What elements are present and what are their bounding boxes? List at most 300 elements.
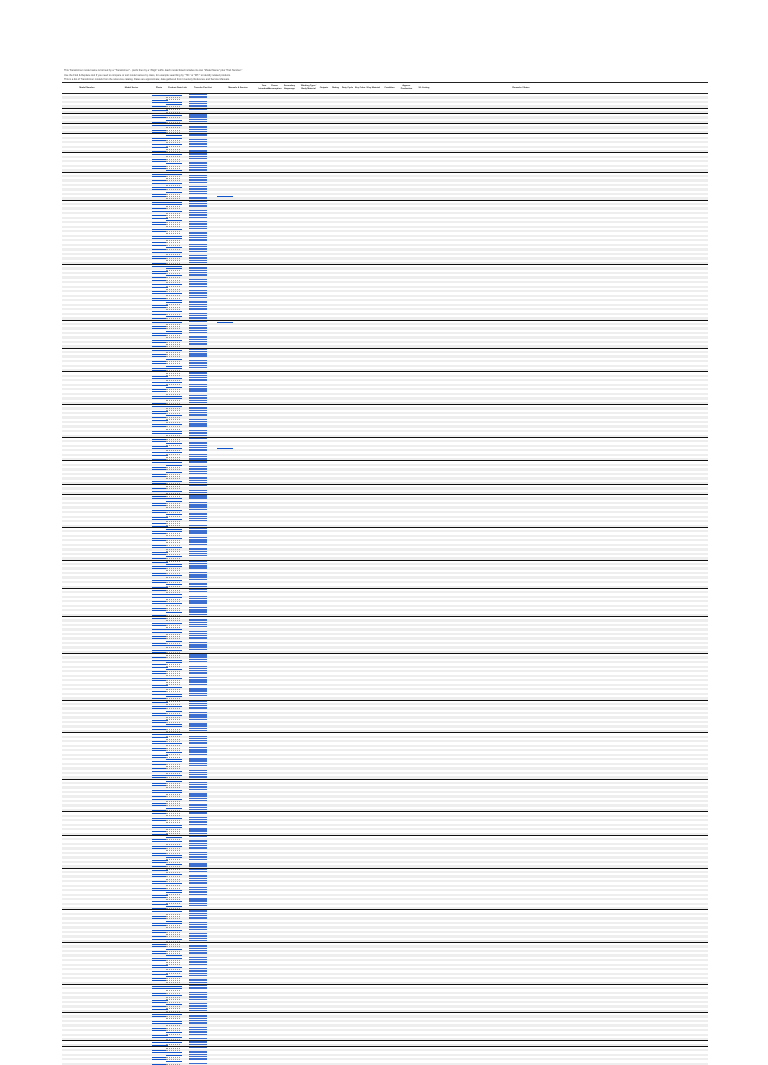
photo-thumbnail[interactable] <box>189 445 207 446</box>
photo-thumbnail[interactable] <box>189 492 207 493</box>
cell-model-series <box>111 525 152 527</box>
photo-thumbnail[interactable] <box>189 544 207 545</box>
photo-thumbnail[interactable] <box>189 235 207 236</box>
photo-thumbnail[interactable] <box>189 477 207 478</box>
cell-ul <box>415 586 433 588</box>
photo-thumbnail[interactable] <box>189 377 207 378</box>
photo-thumbnail[interactable] <box>189 583 207 584</box>
photo-thumbnail[interactable] <box>189 197 207 198</box>
photo-thumbnail[interactable] <box>189 506 207 507</box>
cell-key-color <box>354 262 381 264</box>
photo-thumbnail[interactable] <box>189 201 207 202</box>
cell-model-series <box>111 121 152 123</box>
placeholder-mark <box>166 435 180 437</box>
cell-remarks <box>433 557 609 559</box>
cell-manuals <box>217 482 259 484</box>
photo-thumbnail[interactable] <box>189 637 207 638</box>
photo-thumbnail[interactable] <box>189 384 207 385</box>
photo-thumbnail[interactable] <box>189 114 207 115</box>
photo-thumbnail[interactable] <box>189 395 207 396</box>
photo-thumbnail[interactable] <box>189 367 207 368</box>
photo-thumbnail[interactable] <box>189 255 207 256</box>
col-header-remarks[interactable]: Remarks / Notes <box>512 86 530 89</box>
cell-model-number <box>62 435 111 437</box>
photo-thumbnail[interactable] <box>189 351 207 352</box>
photo-thumbnail[interactable] <box>189 471 207 472</box>
photo-thumbnail[interactable] <box>189 365 207 366</box>
photo-thumbnail[interactable] <box>189 447 207 448</box>
cell-transfer-parts <box>189 586 217 588</box>
photo-thumbnail[interactable] <box>189 248 207 249</box>
cell-year <box>259 557 269 559</box>
photo-thumbnail[interactable] <box>189 473 207 474</box>
photo-thumbnail[interactable] <box>189 143 207 144</box>
photo-thumbnail[interactable] <box>189 121 207 122</box>
photo-thumbnail[interactable] <box>189 502 207 503</box>
photo-thumbnail[interactable] <box>189 438 207 439</box>
photo-thumbnail[interactable] <box>189 372 207 373</box>
placeholder-mark <box>166 369 180 371</box>
cell-winding <box>299 197 318 199</box>
photo-thumbnail[interactable] <box>189 330 207 331</box>
photo-thumbnail[interactable] <box>189 520 207 521</box>
photo-thumbnail[interactable] <box>189 360 207 361</box>
photo-thumbnail[interactable] <box>189 430 207 431</box>
photo-thumbnail[interactable] <box>189 153 207 154</box>
photo-thumbnail[interactable] <box>189 635 207 636</box>
cell-photo <box>152 482 166 484</box>
cell-model-series <box>111 111 152 113</box>
cell-rating <box>330 105 341 107</box>
col-header-transfer-parts[interactable]: Transfer Part List <box>194 86 212 89</box>
photo-thumbnail[interactable] <box>189 270 207 271</box>
photo-thumbnail[interactable] <box>189 214 207 215</box>
photo-thumbnail[interactable] <box>189 193 207 194</box>
photo-thumbnail[interactable] <box>189 461 207 462</box>
col-header-power[interactable]: Power Consumption <box>267 85 282 90</box>
photo-thumbnail[interactable] <box>189 251 207 252</box>
photo-thumbnail[interactable] <box>189 217 207 218</box>
photo-thumbnail[interactable] <box>189 490 207 491</box>
photo-thumbnail[interactable] <box>189 116 207 117</box>
cell-ul <box>415 458 433 460</box>
photo-thumbnail[interactable] <box>189 336 207 337</box>
photo-thumbnail[interactable] <box>189 497 207 498</box>
photo-thumbnail[interactable] <box>189 267 207 268</box>
photo-thumbnail[interactable] <box>189 458 207 459</box>
cell-rating <box>330 345 341 347</box>
photo-thumbnail[interactable] <box>189 375 207 376</box>
cell-power <box>269 131 280 133</box>
photo-thumbnail[interactable] <box>189 589 207 590</box>
cell-model-number <box>62 586 111 588</box>
photo-thumbnail[interactable] <box>189 454 207 455</box>
photo-thumbnail[interactable] <box>189 528 207 529</box>
cell-model-number <box>62 525 111 527</box>
photo-thumbnail[interactable] <box>189 239 207 240</box>
photo-thumbnail[interactable] <box>189 321 207 322</box>
photo-thumbnail[interactable] <box>189 279 207 280</box>
photo-thumbnail[interactable] <box>189 631 207 632</box>
photo-thumbnail[interactable] <box>189 188 207 189</box>
link-mark[interactable] <box>166 169 182 171</box>
cell-manuals <box>217 435 259 437</box>
cell-remarks <box>433 435 609 437</box>
photo-thumbnail[interactable] <box>189 131 207 132</box>
photo-thumbnail[interactable] <box>189 162 207 163</box>
cell-production <box>398 525 415 527</box>
cell-production <box>398 369 415 371</box>
photo-thumbnail[interactable] <box>189 146 207 147</box>
photo-thumbnail[interactable] <box>189 262 207 263</box>
photo-thumbnail[interactable] <box>189 432 207 433</box>
photo-thumbnail[interactable] <box>189 156 207 157</box>
photo-thumbnail[interactable] <box>189 563 207 564</box>
photo-thumbnail[interactable] <box>189 591 207 592</box>
cell-ul <box>415 131 433 133</box>
photo-thumbnail[interactable] <box>189 119 207 120</box>
photo-thumbnail[interactable] <box>189 567 207 568</box>
cell-product-data <box>166 435 189 437</box>
photo-thumbnail[interactable] <box>189 423 207 424</box>
cell-manuals <box>217 345 259 347</box>
cell-winding <box>299 345 318 347</box>
photo-thumbnail[interactable] <box>189 532 207 533</box>
photo-thumbnail[interactable] <box>189 306 207 307</box>
photo-thumbnail[interactable] <box>189 513 207 514</box>
photo-thumbnail[interactable] <box>189 109 207 110</box>
cell-model-number <box>62 169 111 171</box>
col-header-rating[interactable]: Rating <box>332 86 339 89</box>
photo-thumbnail[interactable] <box>189 414 207 415</box>
photo-thumbnail[interactable] <box>189 179 207 180</box>
photo-thumbnail[interactable] <box>189 295 207 296</box>
photo-thumbnail[interactable] <box>189 286 207 287</box>
cell-ul <box>415 150 433 152</box>
cell-product-data <box>166 402 189 404</box>
photo-thumbnail[interactable] <box>189 525 207 526</box>
photo-thumbnail[interactable] <box>189 304 207 305</box>
photo-thumbnail[interactable] <box>189 379 207 380</box>
photo-thumbnail[interactable] <box>189 165 207 166</box>
photo-thumbnail[interactable] <box>189 586 207 587</box>
photo-thumbnail[interactable] <box>189 412 207 413</box>
photo-thumbnail[interactable] <box>189 609 207 610</box>
cell-power <box>269 369 280 371</box>
photo-thumbnail[interactable] <box>189 355 207 356</box>
photo-thumbnail[interactable] <box>189 541 207 542</box>
photo-thumbnail[interactable] <box>189 600 207 601</box>
cell-rating <box>330 458 341 460</box>
cell-photo <box>152 402 166 404</box>
cell-outputs <box>318 262 330 264</box>
cell-condition <box>381 121 398 123</box>
photo-thumbnail[interactable] <box>189 244 207 245</box>
photo-thumbnail[interactable] <box>189 386 207 387</box>
photo-thumbnail[interactable] <box>189 480 207 481</box>
cell-key-color <box>354 525 381 527</box>
cell-remarks <box>433 492 609 494</box>
cell-secondary <box>280 435 299 437</box>
photo-thumbnail[interactable] <box>189 341 207 342</box>
photo-thumbnail[interactable] <box>189 150 207 151</box>
cell-model-series <box>111 369 152 371</box>
cell-model-number <box>62 614 111 616</box>
cell-rating <box>330 525 341 527</box>
photo-thumbnail[interactable] <box>189 482 207 483</box>
cell-winding <box>299 525 318 527</box>
photo-thumbnail[interactable] <box>189 257 207 258</box>
photo-thumbnail[interactable] <box>189 332 207 333</box>
photo-thumbnail[interactable] <box>189 290 207 291</box>
cell-secondary <box>280 614 299 616</box>
photo-thumbnail[interactable] <box>189 397 207 398</box>
photo-thumbnail[interactable] <box>189 442 207 443</box>
photo-thumbnail[interactable] <box>189 407 207 408</box>
cell-winding <box>299 111 318 113</box>
cell-production <box>398 150 415 152</box>
photo-thumbnail[interactable] <box>189 504 207 505</box>
cell-power <box>269 121 280 123</box>
photo-thumbnail[interactable] <box>189 343 207 344</box>
cell-photo <box>152 197 166 199</box>
col-header-photo[interactable]: Photo <box>155 86 163 89</box>
photo-thumbnail[interactable] <box>189 139 207 140</box>
cell-outputs <box>318 586 330 588</box>
photo-thumbnail[interactable] <box>189 129 207 130</box>
cell-year <box>259 614 269 616</box>
photo-thumbnail[interactable] <box>189 598 207 599</box>
photo-thumbnail[interactable] <box>189 565 207 566</box>
photo-thumbnail[interactable] <box>189 327 207 328</box>
placeholder-mark <box>166 525 180 527</box>
photo-thumbnail[interactable] <box>189 182 207 183</box>
photo-thumbnail[interactable] <box>189 362 207 363</box>
cell-remarks <box>433 111 609 113</box>
photo-thumbnail[interactable] <box>189 313 207 314</box>
cell-condition <box>381 131 398 133</box>
photo-thumbnail[interactable] <box>189 468 207 469</box>
col-header-product-data[interactable]: Product Data Link <box>168 86 187 89</box>
photo-thumbnail[interactable] <box>189 539 207 540</box>
photo-thumbnail[interactable] <box>189 175 207 176</box>
photo-thumbnail[interactable] <box>189 308 207 309</box>
cell-ul <box>415 557 433 559</box>
note-line: This Transformer model name is formed by a "Transformer" - prefix then by a "/Digit" suffix. Each model listed includes its own "Model Name" plus "Part Number." <box>64 69 243 72</box>
col-header-secondary[interactable]: Secondary Amperage <box>283 85 296 90</box>
cell-outputs <box>318 435 330 437</box>
cell-product-data <box>166 458 189 460</box>
photo-thumbnail[interactable] <box>189 425 207 426</box>
photo-thumbnail[interactable] <box>189 574 207 575</box>
cell-model-number <box>62 557 111 559</box>
photo-thumbnail[interactable] <box>189 210 207 211</box>
photo-thumbnail[interactable] <box>189 101 207 102</box>
photo-thumbnail[interactable] <box>189 509 207 510</box>
photo-thumbnail[interactable] <box>189 561 207 562</box>
photo-thumbnail[interactable] <box>189 622 207 623</box>
photo-thumbnail[interactable] <box>189 553 207 554</box>
cell-duty <box>341 482 354 484</box>
photo-thumbnail[interactable] <box>189 105 207 106</box>
photo-thumbnail[interactable] <box>189 283 207 284</box>
placeholder-mark <box>166 317 180 319</box>
photo-thumbnail[interactable] <box>189 388 207 389</box>
photo-thumbnail[interactable] <box>189 537 207 538</box>
cell-winding <box>299 614 318 616</box>
cell-secondary <box>280 345 299 347</box>
cell-condition <box>381 458 398 460</box>
cell-production <box>398 111 415 113</box>
photo-thumbnail[interactable] <box>189 410 207 411</box>
col-header-model-number[interactable]: Model Number <box>79 86 95 89</box>
photo-thumbnail[interactable] <box>189 390 207 391</box>
photo-thumbnail[interactable] <box>189 576 207 577</box>
cell-condition <box>381 402 398 404</box>
cell-photo <box>152 345 166 347</box>
photo-thumbnail[interactable] <box>189 466 207 467</box>
col-header-year[interactable]: Year Introduced <box>258 85 270 90</box>
photo-thumbnail[interactable] <box>189 221 207 222</box>
photo-thumbnail[interactable] <box>189 633 207 634</box>
photo-thumbnail[interactable] <box>189 495 207 496</box>
photo-thumbnail[interactable] <box>189 297 207 298</box>
photo-thumbnail[interactable] <box>189 260 207 261</box>
col-header-production[interactable]: Approx. Production <box>400 85 413 90</box>
photo-thumbnail[interactable] <box>189 205 207 206</box>
photo-thumbnail[interactable] <box>189 419 207 420</box>
col-header-model-series[interactable]: Model Series <box>124 86 139 89</box>
photo-thumbnail[interactable] <box>189 619 207 620</box>
photo-thumbnail[interactable] <box>189 177 207 178</box>
photo-thumbnail[interactable] <box>189 518 207 519</box>
cell-model-number <box>62 492 111 494</box>
photo-thumbnail[interactable] <box>189 169 207 170</box>
photo-thumbnail[interactable] <box>189 281 207 282</box>
cell-transfer-parts <box>189 121 217 123</box>
photo-thumbnail[interactable] <box>189 158 207 159</box>
photo-thumbnail[interactable] <box>189 626 207 627</box>
photo-thumbnail[interactable] <box>189 292 207 293</box>
photo-thumbnail[interactable] <box>189 516 207 517</box>
photo-thumbnail[interactable] <box>189 141 207 142</box>
photo-thumbnail[interactable] <box>189 315 207 316</box>
col-header-outputs[interactable]: Outputs <box>319 86 329 89</box>
cell-remarks <box>433 105 609 107</box>
photo-thumbnail[interactable] <box>189 167 207 168</box>
photo-thumbnail[interactable] <box>189 400 207 401</box>
cell-product-data <box>166 111 189 113</box>
photo-thumbnail[interactable] <box>189 186 207 187</box>
cell-power <box>269 482 280 484</box>
photo-thumbnail[interactable] <box>189 602 207 603</box>
cell-rating <box>330 557 341 559</box>
cell-outputs <box>318 317 330 319</box>
cell-model-series <box>111 586 152 588</box>
photo-thumbnail[interactable] <box>189 203 207 204</box>
photo-thumbnail[interactable] <box>189 226 207 227</box>
col-header-condition[interactable]: Condition <box>384 86 395 89</box>
photo-thumbnail[interactable] <box>189 555 207 556</box>
photo-thumbnail[interactable] <box>189 126 207 127</box>
cell-duty <box>341 458 354 460</box>
cell-transfer-parts <box>189 105 217 107</box>
placeholder-mark <box>166 150 180 152</box>
cell-winding <box>299 402 318 404</box>
photo-thumbnail[interactable] <box>189 611 207 612</box>
photo-thumbnail[interactable] <box>189 223 207 224</box>
photo-thumbnail[interactable] <box>189 530 207 531</box>
placeholder-mark <box>166 111 180 113</box>
cell-product-data <box>166 121 189 123</box>
photo-thumbnail[interactable] <box>189 274 207 275</box>
cell-transfer-parts <box>189 614 217 616</box>
photo-thumbnail[interactable] <box>189 191 207 192</box>
photo-thumbnail[interactable] <box>189 246 207 247</box>
photo-thumbnail[interactable] <box>189 339 207 340</box>
photo-thumbnail[interactable] <box>189 134 207 135</box>
cell-power <box>269 402 280 404</box>
photo-thumbnail[interactable] <box>189 272 207 273</box>
cell-secondary <box>280 131 299 133</box>
cell-outputs <box>318 121 330 123</box>
photo-thumbnail[interactable] <box>189 456 207 457</box>
note-line: Use the Find & Replace tool if you need to compare or sort model names by class, for example searching by "TR-" or "MT-" to identify related products. <box>64 73 231 77</box>
placeholder-mark <box>166 557 180 559</box>
photo-thumbnail[interactable] <box>189 607 207 608</box>
photo-thumbnail[interactable] <box>189 237 207 238</box>
photo-thumbnail[interactable] <box>189 317 207 318</box>
photo-thumbnail[interactable] <box>189 349 207 350</box>
photo-thumbnail[interactable] <box>189 596 207 597</box>
photo-thumbnail[interactable] <box>189 228 207 229</box>
col-header-manuals[interactable]: Manuals & Service <box>228 86 248 89</box>
photo-thumbnail[interactable] <box>189 551 207 552</box>
col-header-duty[interactable]: Duty Cycle <box>341 86 354 89</box>
col-header-key-color[interactable]: Key Color / Key Material <box>354 86 381 89</box>
cell-winding <box>299 458 318 460</box>
photo-thumbnail[interactable] <box>189 572 207 573</box>
photo-thumbnail[interactable] <box>189 421 207 422</box>
col-header-ul[interactable]: UL Listing <box>418 86 430 89</box>
cell-duty <box>341 369 354 371</box>
photo-thumbnail[interactable] <box>189 485 207 486</box>
cell-secondary <box>280 105 299 107</box>
photo-thumbnail[interactable] <box>189 301 207 302</box>
cell-winding <box>299 586 318 588</box>
photo-thumbnail[interactable] <box>189 402 207 403</box>
photo-thumbnail[interactable] <box>189 449 207 450</box>
photo-thumbnail[interactable] <box>189 435 207 436</box>
photo-thumbnail[interactable] <box>189 212 207 213</box>
photo-thumbnail[interactable] <box>189 614 207 615</box>
cell-secondary <box>280 458 299 460</box>
cell-key-color <box>354 150 381 152</box>
photo-thumbnail[interactable] <box>189 548 207 549</box>
photo-thumbnail[interactable] <box>189 103 207 104</box>
photo-thumbnail[interactable] <box>189 624 207 625</box>
photo-thumbnail[interactable] <box>189 96 207 97</box>
photo-thumbnail[interactable] <box>189 353 207 354</box>
photo-thumbnail[interactable] <box>189 325 207 326</box>
photo-thumbnail[interactable] <box>189 579 207 580</box>
photo-thumbnail[interactable] <box>189 232 207 233</box>
col-header-winding[interactable]: Winding Type / Body Material <box>300 85 317 90</box>
cell-key-color <box>354 435 381 437</box>
photo-thumbnail[interactable] <box>189 94 207 95</box>
cell-rating <box>330 614 341 616</box>
cell-manuals <box>217 458 259 460</box>
